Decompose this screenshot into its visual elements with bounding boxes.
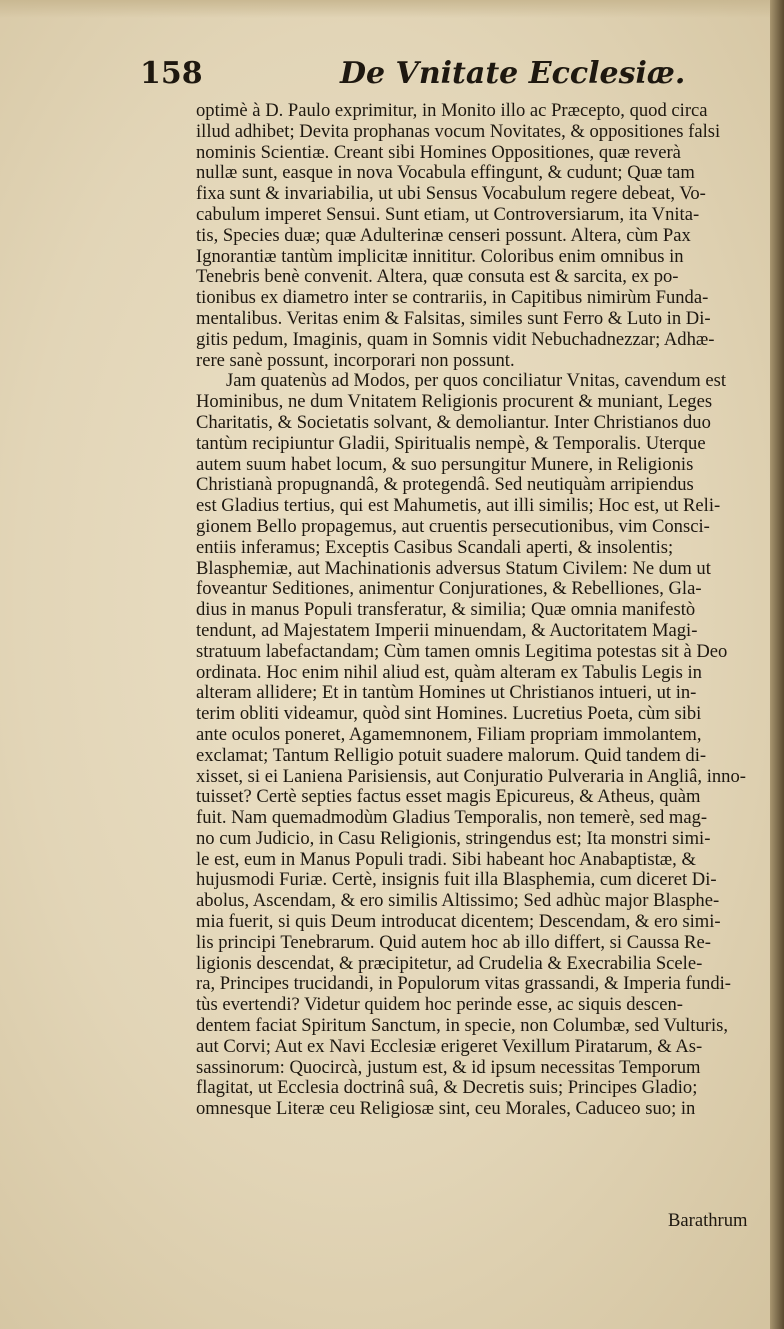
text-line: autem suum habet locum, & suo persungitur Munere, in Religionis: [196, 454, 694, 475]
text-line: sassinorum: Quocircà, justum est, & id ipsum necessitas Temporum: [196, 1057, 701, 1078]
text-line: le est, eum in Manus Populi tradi. Sibi habeant hoc Anabaptistæ, &: [196, 849, 696, 870]
text-line: xisset, si ei Laniena Parisiensis, aut Conjuratio Pulveraria in Angliâ, inno-: [196, 766, 746, 787]
text-line: abolus, Ascendam, & ero similis Altissimo; Sed adhùc major Blasphe-: [196, 891, 720, 912]
text-line: tis, Species duæ; quæ Adulterinæ censeri possunt. Altera, cùm Pax: [196, 225, 691, 246]
page-top-shadow: [0, 0, 784, 18]
text-line: stratuum labefactandam; Cùm tamen omnis Legitima potestas sit à Deo: [196, 641, 728, 662]
text-line: tionibus ex diametro inter se contrariis, in Capitibus nimirùm Funda-: [196, 288, 709, 309]
catchword: Barathrum: [668, 1210, 748, 1231]
text-line: illud adhibet; Devita prophanas vocum Novitates, & oppositiones falsi: [196, 121, 721, 142]
text-line: tendunt, ad Majestatem Imperii minuendam, & Auctoritatem Magi-: [196, 620, 698, 641]
text-line: mentalibus. Veritas enim & Falsitas, similes sunt Ferro & Luto in Di-: [196, 308, 711, 329]
text-line: dentem faciat Spiritum Sanctum, in specie, non Columbæ, sed Vulturis,: [196, 1016, 729, 1037]
text-line: tantùm recipiuntur Gladii, Spiritualis nempè, & Temporalis. Uterque: [196, 433, 706, 454]
body-text: [196, 101, 764, 1120]
text-line: mia fuerit, si quis Deum introducat dicentem; Descendam, & ero simi-: [196, 912, 721, 933]
text-line: Ignorantiæ tantùm implicitæ innititur. Coloribus enim omnibus in: [196, 246, 684, 267]
text-line: gitis pedum, Imaginis, quam in Somnis vidit Nebuchadnezzar; Adhæ-: [196, 329, 715, 350]
page-header: [140, 56, 760, 96]
text-line: ligionis descendat, & præcipitetur, ad Crudelia & Execrabilia Scele-: [196, 953, 703, 974]
text-line: rere sanè possunt, incorporari non possunt.: [196, 350, 515, 371]
running-head: De Vnitate Ecclesiæ.: [340, 56, 686, 91]
text-line: tùs evertendi? Videtur quidem hoc perinde esse, ac siquis descen-: [196, 995, 683, 1016]
text-line: fixa sunt & invariabilia, ut ubi Sensus Vocabulum regere debeat, Vo-: [196, 184, 706, 205]
text-line: fuit. Nam quemadmodùm Gladius Temporalis, non temerè, sed mag-: [196, 808, 708, 829]
text-line: hujusmodi Furiæ. Certè, insignis fuit illa Blasphemia, cum diceret Di-: [196, 870, 717, 891]
page-number: 158: [140, 56, 203, 91]
text-line: ra, Principes trucidandi, in Populorum vitas grassandi, & Imperia fundi-: [196, 974, 731, 995]
text-line: ordinata. Hoc enim nihil aliud est, quàm alteram ex Tabulis Legis in: [196, 662, 702, 683]
text-line: foveantur Seditiones, animentur Conjurationes, & Rebelliones, Gla-: [196, 579, 702, 600]
text-line: exclamat; Tantum Relligio potuit suadere malorum. Quid tandem di-: [196, 745, 707, 766]
text-line: nominis Scientiæ. Creant sibi Homines Oppositiones, quæ reverà: [196, 142, 681, 163]
text-line: aut Corvi; Aut ex Navi Ecclesiæ erigeret Vexillum Piratarum, & As-: [196, 1036, 703, 1057]
text-line: alteram allidere; Et in tantùm Homines ut Christianos intueri, ut in-: [196, 683, 697, 704]
page-gutter-edge: [770, 0, 784, 1329]
text-line: dius in manus Populi transferatur, & similia; Quæ omnia manifestò: [196, 600, 696, 621]
text-line: terim obliti videamur, quòd sint Homines. Lucretius Poeta, cùm sibi: [196, 704, 702, 725]
text-line: entiis inferamus; Exceptis Casibus Scandali aperti, & insolentis;: [196, 537, 674, 558]
text-line: ante oculos poneret, Agamemnonem, Filiam propriam immolantem,: [196, 724, 702, 745]
text-line: omnesque Literæ ceu Religiosæ sint, ceu Morales, Caduceo suo; in: [196, 1099, 696, 1120]
text-line: Jam quatenùs ad Modos, per quos conciliatur Vnitas, cavendum est: [226, 371, 727, 392]
text-line: Blasphemiæ, aut Machinationis adversus Statum Civilem: Ne dum ut: [196, 558, 711, 579]
text-line: est Gladius tertius, qui est Mahumetis, aut illi similis; Hoc est, ut Reli-: [196, 496, 721, 517]
text-line: Christianà propugnandâ, & protegendâ. Sed neutiquàm arripiendus: [196, 475, 694, 496]
text-line: flagitat, ut Ecclesia doctrinâ suâ, & Decretis suis; Principes Gladio;: [196, 1078, 698, 1099]
text-line: Hominibus, ne dum Vnitatem Religionis procurent & muniant, Leges: [196, 392, 713, 413]
text-line: optimè à D. Paulo exprimitur, in Monito illo ac Præcepto, quod circa: [196, 101, 708, 121]
text-line: cabulum imperet Sensui. Sunt etiam, ut Controversiarum, ita Vnita-: [196, 204, 700, 225]
text-line: no cum Judicio, in Casu Religionis, stringendus est; Ita monstri simi-: [196, 828, 711, 849]
text-line: gionem Bello propagemus, aut cruentis persecutionibus, vim Consci-: [196, 516, 710, 537]
text-line: Charitatis, & Societatis solvant, & demoliantur. Inter Christianos duo: [196, 412, 711, 433]
text-line: tuisset? Certè septies factus esset magis Epicureus, & Atheus, quàm: [196, 787, 701, 808]
text-line: nullæ sunt, easque in nova Vocabula effingunt, & cudunt; Quæ tam: [196, 163, 695, 184]
text-line: lis principi Tenebrarum. Quid autem hoc ab illo differt, si Caussa Re-: [196, 932, 711, 953]
text-line: Tenebris benè convenit. Altera, quæ consuta est & sarcita, ex po-: [196, 267, 679, 288]
